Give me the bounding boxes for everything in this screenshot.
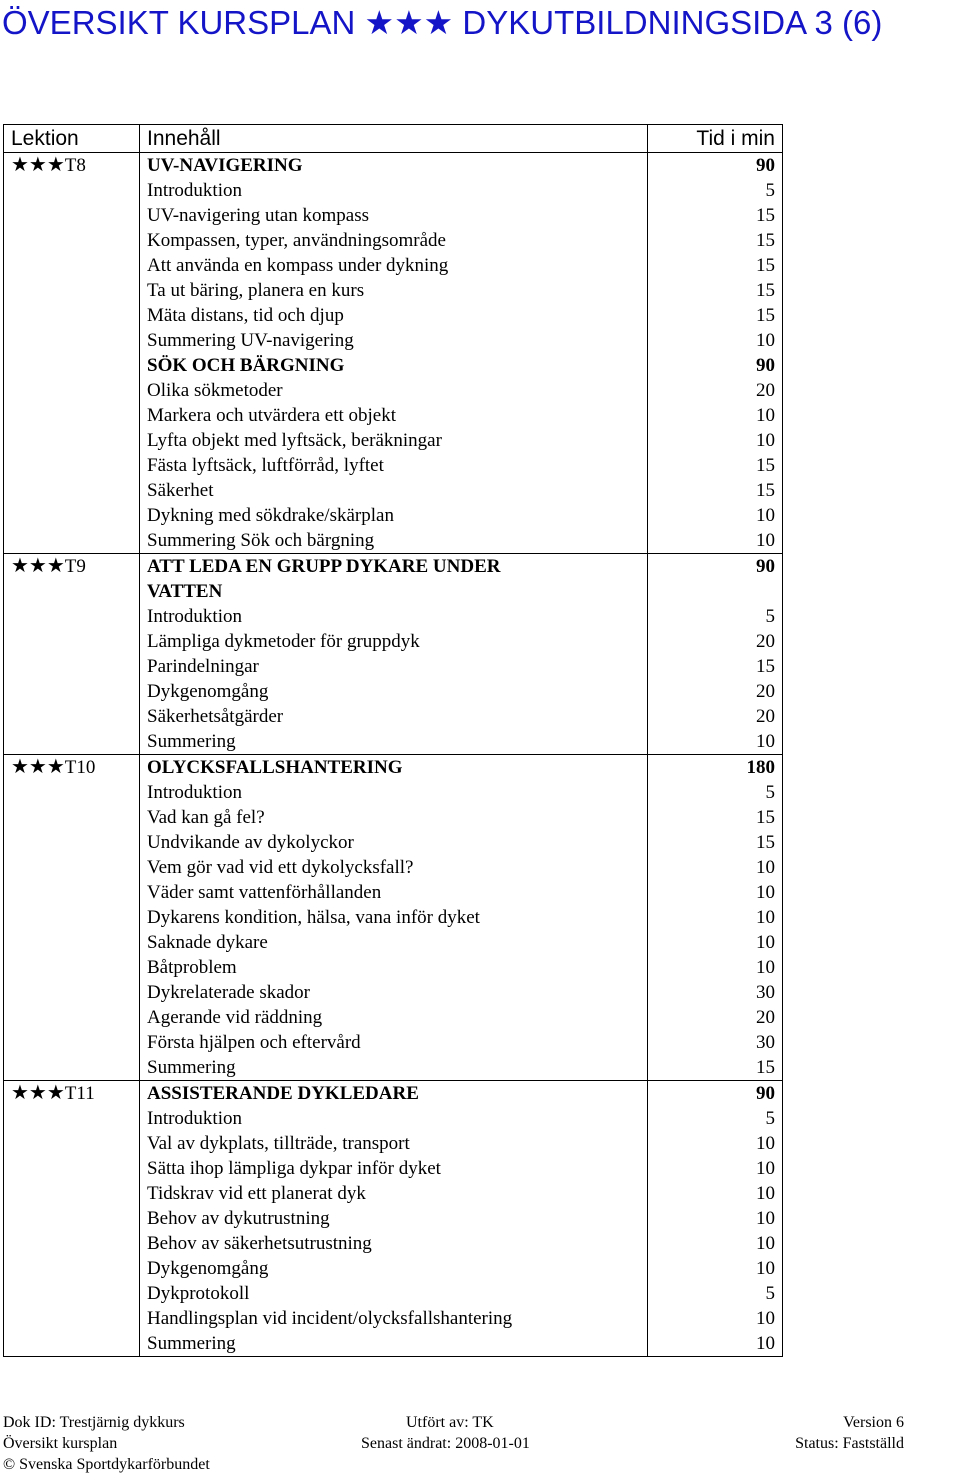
content-item: Introduktion [147, 782, 242, 803]
content-item: Lyfta objekt med lyftsäck, beräkningar [147, 430, 442, 451]
content-item: Ta ut bäring, planera en kurs [147, 280, 365, 301]
lesson-code: T8 [64, 155, 86, 176]
time-value: 15 [756, 230, 775, 251]
table-header-row [4, 125, 783, 153]
content-item: Undvikande av dykolyckor [147, 832, 354, 853]
content-item: Säkerhetsåtgärder [147, 706, 284, 727]
content-item: Handlingsplan vid incident/olycksfallshantering [147, 1308, 513, 1329]
time-value: 10 [756, 857, 775, 878]
time-value: 15 [756, 807, 775, 828]
time-cell [648, 554, 783, 755]
time-value: 10 [756, 405, 775, 426]
content-item: Dykprotokoll [147, 1283, 250, 1304]
content-item: Behov av dykutrustning [147, 1208, 330, 1229]
table-body [4, 153, 783, 1357]
section-heading: UV-NAVIGERING [147, 155, 303, 176]
time-value: 5 [765, 606, 775, 627]
time-value: 15 [756, 656, 775, 677]
time-value: 15 [756, 205, 775, 226]
section-heading: SÖK OCH BÄRGNING [147, 355, 345, 376]
content-item: Dykgenomgång [147, 1258, 269, 1279]
content-cell [140, 554, 648, 755]
lesson-code: T9 [64, 556, 86, 577]
time-value: 180 [746, 757, 775, 778]
content-cell [140, 755, 648, 1081]
time-value: 5 [765, 782, 775, 803]
content-item: Att använda en kompass under dykning [147, 255, 449, 276]
time-value: 10 [756, 1308, 775, 1329]
footer-last-changed: Senast ändrat: 2008-01-01 [361, 1435, 530, 1452]
time-value: 5 [765, 1283, 775, 1304]
time-value [655, 579, 775, 604]
content-item: Dykrelaterade skador [147, 982, 311, 1003]
lesson-cell [4, 1081, 140, 1357]
content-item: Mäta distans, tid och djup [147, 305, 344, 326]
course-plan-table [3, 124, 783, 1357]
content-item: Saknade dykare [147, 932, 268, 953]
time-value: 10 [756, 1183, 775, 1204]
lesson-cell [4, 755, 140, 1081]
footer-version: Version 6 [843, 1414, 904, 1431]
time-cell [648, 1081, 783, 1357]
lesson-row [4, 1081, 783, 1357]
time-value: 5 [765, 1108, 775, 1129]
time-value: 15 [756, 455, 775, 476]
footer-copyright: © Svenska Sportdykarförbundet [3, 1456, 210, 1473]
content-item: Dykgenomgång [147, 681, 269, 702]
content-item: UV-navigering utan kompass [147, 205, 369, 226]
content-item: Summering [147, 731, 236, 752]
footer-performed-by: Utfört av: TK [406, 1414, 494, 1431]
content-item: Fästa lyftsäck, luftförråd, lyftet [147, 455, 384, 476]
time-value: 15 [756, 1057, 775, 1078]
time-value: 10 [756, 957, 775, 978]
content-item: Sätta ihop lämpliga dykpar inför dyket [147, 1158, 441, 1179]
section-heading: ASSISTERANDE DYKLEDARE [147, 1083, 419, 1104]
time-value: 90 [756, 1083, 775, 1104]
time-value: 30 [756, 982, 775, 1003]
content-item: Summering [147, 1057, 236, 1078]
time-value: 10 [756, 932, 775, 953]
footer-doc-name: Översikt kursplan [3, 1435, 118, 1452]
content-item: Introduktion [147, 180, 242, 201]
content-item: Båtproblem [147, 957, 237, 978]
footer-doc-id: Dok ID: Trestjärnig dykkurs [3, 1414, 185, 1431]
time-value: 15 [756, 832, 775, 853]
time-value: 20 [756, 380, 775, 401]
lesson-row [4, 153, 783, 554]
star-rating-icon: ★★★ [11, 555, 65, 577]
content-item: Markera och utvärdera ett objekt [147, 405, 396, 426]
content-item: Agerande vid räddning [147, 1007, 323, 1028]
content-cell [140, 1081, 648, 1357]
content-item: Dykning med sökdrake/skärplan [147, 505, 394, 526]
content-item: Val av dykplats, tillträde, transport [147, 1133, 410, 1154]
lesson-cell [4, 153, 140, 554]
time-value: 5 [765, 180, 775, 201]
section-heading: OLYCKSFALLSHANTERING [147, 757, 403, 778]
time-value: 20 [756, 1007, 775, 1028]
lesson-code: T11 [64, 1083, 95, 1104]
content-item: Behov av säkerhetsutrustning [147, 1233, 372, 1254]
time-value: 10 [756, 1258, 775, 1279]
lesson-code: T10 [64, 757, 96, 778]
time-value: 10 [756, 1133, 775, 1154]
lesson-cell [4, 554, 140, 755]
time-value: 10 [756, 330, 775, 351]
time-value: 90 [756, 155, 775, 176]
content-item: Väder samt vattenförhållanden [147, 882, 382, 903]
content-item: Dykarens kondition, hälsa, vana inför dyket [147, 907, 480, 928]
page-title: ÖVERSIKT KURSPLAN ★★★ DYKUTBILDNINGSIDA 3 (6) [2, 4, 883, 41]
content-item: Vad kan gå fel? [147, 807, 265, 828]
time-value: 20 [756, 631, 775, 652]
star-rating-icon: ★★★ [11, 756, 65, 778]
header-time: Tid i min [648, 125, 783, 153]
content-item: Kompassen, typer, användningsområde [147, 230, 446, 251]
time-value: 10 [756, 907, 775, 928]
time-value: 15 [756, 255, 775, 276]
time-value: 90 [756, 355, 775, 376]
time-value: 90 [756, 556, 775, 577]
time-value: 20 [756, 681, 775, 702]
time-cell [648, 153, 783, 554]
time-value: 15 [756, 305, 775, 326]
content-item: Introduktion [147, 1108, 242, 1129]
header-content: Innehåll [140, 125, 648, 153]
section-heading: VATTEN [147, 581, 223, 602]
content-item: Lämpliga dykmetoder för gruppdyk [147, 631, 420, 652]
time-value: 10 [756, 1233, 775, 1254]
time-value: 10 [756, 530, 775, 551]
content-cell [140, 153, 648, 554]
content-item: Parindelningar [147, 656, 259, 677]
lesson-row [4, 755, 783, 1081]
time-value: 10 [756, 430, 775, 451]
content-item: Summering Sök och bärgning [147, 530, 375, 551]
content-item: Tidskrav vid ett planerat dyk [147, 1183, 366, 1204]
time-value: 30 [756, 1032, 775, 1053]
section-heading: ATT LEDA EN GRUPP DYKARE UNDER [147, 556, 501, 577]
time-value: 15 [756, 280, 775, 301]
time-cell [648, 755, 783, 1081]
time-value: 10 [756, 731, 775, 752]
time-value: 10 [756, 1208, 775, 1229]
time-value: 20 [756, 706, 775, 727]
content-item: Första hjälpen och eftervård [147, 1032, 361, 1053]
time-value: 10 [756, 1333, 775, 1354]
time-value: 15 [756, 480, 775, 501]
content-item: Säkerhet [147, 480, 214, 501]
content-item: Summering [147, 1333, 236, 1354]
star-rating-icon: ★★★ [11, 1082, 65, 1104]
footer-status: Status: Fastställd [795, 1435, 904, 1452]
content-item: Olika sökmetoder [147, 380, 283, 401]
content-item: Summering UV-navigering [147, 330, 354, 351]
content-item: Introduktion [147, 606, 242, 627]
lesson-row [4, 554, 783, 755]
time-value: 10 [756, 505, 775, 526]
time-value: 10 [756, 882, 775, 903]
star-rating-icon: ★★★ [11, 154, 65, 176]
content-item: Vem gör vad vid ett dykolycksfall? [147, 857, 414, 878]
time-value: 10 [756, 1158, 775, 1179]
header-lesson: Lektion [4, 125, 140, 153]
